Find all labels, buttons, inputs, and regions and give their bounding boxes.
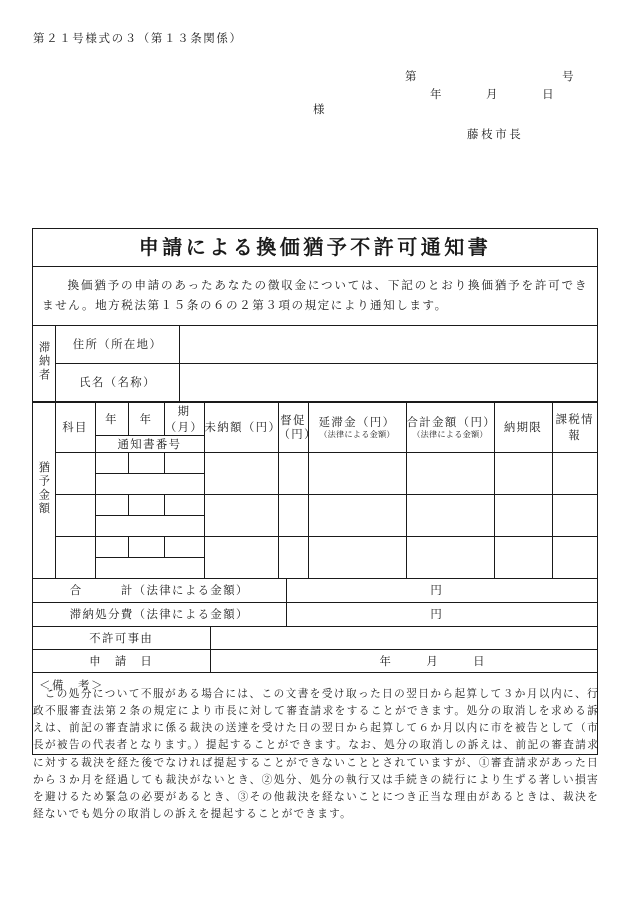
summary-label-disposal-cost: 滞納処分費（法律による金額） — [33, 602, 286, 626]
col-header-demand-unit: （円） — [278, 427, 317, 442]
col-header-total-main: 合計金額（円） — [406, 414, 497, 429]
application-date-value[interactable] — [210, 649, 597, 672]
cell-item[interactable] — [55, 452, 95, 494]
issuer-name: 藤枝市長 — [467, 127, 524, 141]
application-date-year: 年 — [379, 653, 393, 668]
table-row — [33, 536, 597, 557]
deferral-vertical-label: 猶予金額 — [33, 402, 55, 578]
cell-term[interactable] — [164, 536, 204, 557]
taxpayer-address-row — [33, 326, 597, 364]
col-header-year2: 年 — [128, 402, 164, 435]
name-value[interactable] — [180, 363, 598, 401]
cell-item[interactable] — [55, 536, 95, 578]
issue-date-year: 年 — [430, 87, 443, 101]
cell-tax-info[interactable] — [552, 536, 597, 578]
page-title: 申請による換価猶予不許可通知書 — [33, 229, 597, 267]
col-header-delinquent-main: 延滞金（円） — [318, 414, 396, 429]
col-header-demand-main: 督促 — [280, 412, 306, 427]
cell-term[interactable] — [164, 452, 204, 473]
col-header-delinquent-sub: （法律による金額） — [319, 429, 395, 440]
cell-notice-number[interactable] — [95, 515, 204, 536]
col-header-tax-info: 課税情報 — [552, 402, 597, 452]
appeal-instructions — [33, 686, 599, 823]
application-date-row — [33, 649, 597, 672]
issue-date-day: 日 — [542, 87, 555, 101]
address-value[interactable] — [180, 326, 598, 364]
summary-label-total: 合 計（法律による金額） — [33, 579, 286, 603]
col-header-unpaid: 未納額（円） — [204, 402, 278, 452]
cell-demand[interactable] — [278, 536, 308, 578]
col-header-notice-number: 通知書番号 — [95, 435, 204, 452]
deferral-amount-table — [33, 402, 597, 579]
cell-due-date[interactable] — [494, 536, 552, 578]
cell-total[interactable] — [406, 536, 494, 578]
taxpayer-name-row — [33, 363, 597, 401]
cell-total[interactable] — [406, 452, 494, 494]
cell-tax-info[interactable] — [552, 452, 597, 494]
cell-year2[interactable] — [128, 494, 164, 515]
cell-unpaid[interactable] — [204, 536, 278, 578]
cell-total[interactable] — [406, 494, 494, 536]
cell-year1[interactable] — [95, 494, 128, 515]
notification-box — [32, 228, 598, 755]
summary-value-total[interactable] — [286, 579, 597, 603]
summary-value-disposal-cost[interactable] — [286, 602, 597, 626]
cell-year1[interactable] — [95, 536, 128, 557]
col-header-due-date: 納期限 — [494, 402, 552, 452]
document-number-prefix: 第 — [405, 69, 418, 83]
col-header-item: 科目 — [55, 402, 95, 452]
taxpayer-table — [33, 326, 597, 402]
summary-row-total — [33, 579, 597, 603]
address-label: 住所（所在地） — [56, 326, 180, 364]
addressee-honorific: 様 — [313, 102, 326, 116]
table-row — [33, 452, 597, 473]
taxpayer-vertical-label: 滞納者 — [33, 326, 56, 402]
summary-disposal-unit: 円 — [430, 607, 444, 622]
table-row — [33, 494, 597, 515]
summary-table — [33, 579, 597, 627]
summary-row-disposal-cost — [33, 602, 597, 626]
cell-delinquent[interactable] — [308, 494, 406, 536]
cell-item[interactable] — [55, 494, 95, 536]
col-header-demand — [278, 402, 317, 452]
cell-delinquent[interactable] — [308, 452, 406, 494]
cell-demand[interactable] — [278, 494, 308, 536]
col-header-delinquent — [308, 402, 406, 452]
cell-unpaid[interactable] — [204, 452, 278, 494]
issue-date-month: 月 — [486, 87, 499, 101]
document-number-line — [405, 68, 575, 84]
cell-notice-number[interactable] — [95, 557, 204, 578]
cell-due-date[interactable] — [494, 452, 552, 494]
cell-year2[interactable] — [128, 536, 164, 557]
deferral-header-row-1 — [33, 402, 597, 435]
reason-label: 不許可事由 — [33, 627, 210, 650]
appeal-instructions-text: この処分について不服がある場合には、この文書を受け取った日の翌日から起算して３か月以内に、行政不服審査法第２条の規定により市長に対して審査請求をすることができます。処分の取消しを求める訴えは、前記の審査請求に係る裁決の送達を受けた日の翌日から起算して６か月以内に市を被告として（市長が被告の代表者となります。）提起することができます。なお、処分の取消しの訴えは、前記の審査請求に対する裁決を経た後でなければ提起することができないこととされていますが、①審査請求があった日から３か月を経過しても裁決がないとき、②処分、処分の執行又は手続きの続行により生ずる著しい損害を避けるため緊急の必要があるとき、③その他裁決を経ないことにつき正当な理由があるときは、裁決を経ないでも処分の取消しの訴えを提起することができます。 — [33, 688, 599, 821]
issue-date-line — [430, 86, 555, 102]
reason-row — [33, 627, 597, 650]
intro-paragraph — [33, 267, 597, 326]
cell-delinquent[interactable] — [308, 536, 406, 578]
cell-notice-number[interactable] — [95, 473, 204, 494]
col-header-total-sub: （法律による金額） — [412, 429, 488, 440]
cell-due-date[interactable] — [494, 494, 552, 536]
col-header-year1: 年 — [95, 402, 128, 435]
col-header-term: 期（月） — [164, 403, 204, 434]
reason-value[interactable] — [210, 627, 597, 650]
application-date-month: 月 — [426, 653, 440, 668]
summary-total-unit: 円 — [430, 583, 444, 598]
intro-text: 換価猶予の申請のあったあなたの徴収金については、下記のとおり換価猶予を許可できません。地方税法第１５条の６の２第３項の規定により通知します。 — [42, 278, 588, 313]
name-label: 氏名（名称） — [56, 363, 180, 401]
application-date-label: 申 請 日 — [33, 649, 210, 672]
remarks-label: ＜備 考＞ — [39, 677, 104, 692]
cell-year2[interactable] — [128, 452, 164, 473]
cell-term[interactable] — [164, 494, 204, 515]
col-header-total — [406, 402, 497, 452]
document-number-suffix: 号 — [562, 69, 575, 83]
cell-unpaid[interactable] — [204, 494, 278, 536]
reason-table — [33, 627, 597, 672]
form-code: 第２１号様式の３（第１３条関係） — [33, 31, 243, 45]
application-date-day: 日 — [473, 653, 486, 668]
cell-tax-info[interactable] — [552, 494, 597, 536]
cell-year1[interactable] — [95, 452, 128, 473]
cell-demand[interactable] — [278, 452, 308, 494]
